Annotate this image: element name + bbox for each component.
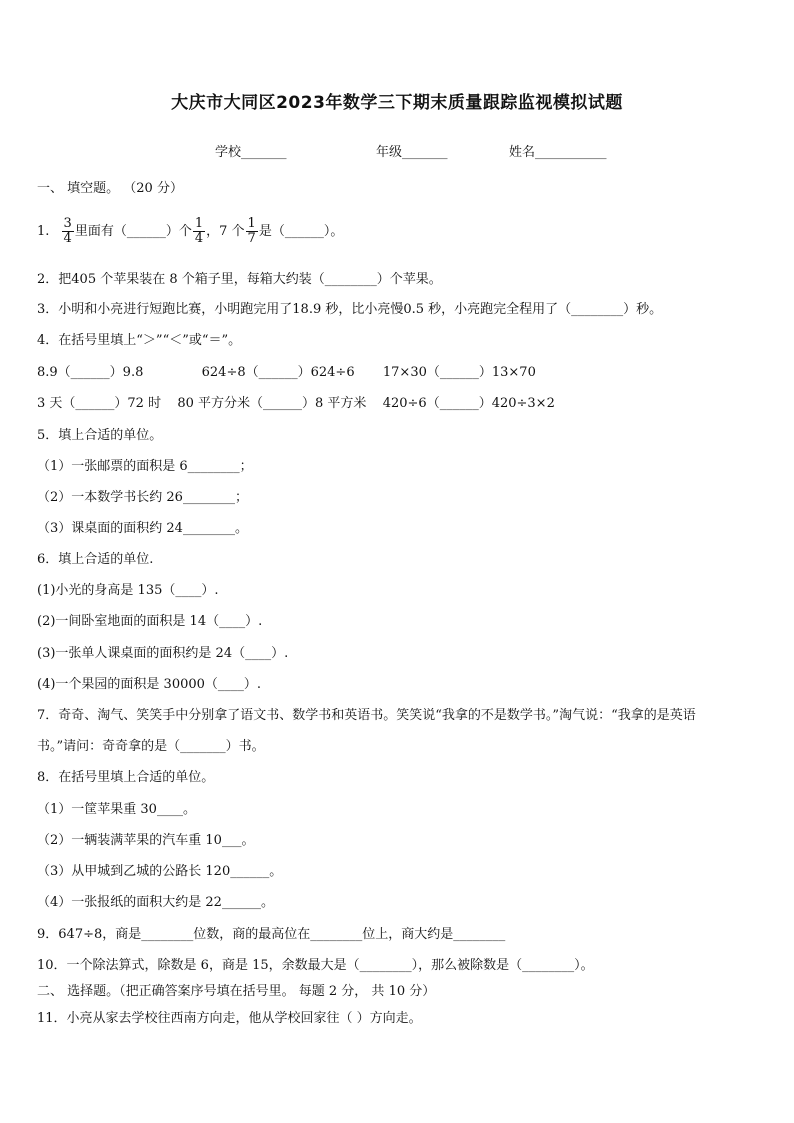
compare-item: 17×30（______）13×70	[382, 365, 536, 380]
grade-field: 年级_______	[376, 145, 448, 160]
fraction-numerator: 3	[63, 216, 72, 231]
question-6-stem: 6．填上合适的单位.	[37, 552, 154, 567]
fraction-1-7	[246, 217, 258, 246]
question-1	[37, 214, 343, 250]
question-7-line-2: 书。”请问：奇奇拿的是（_______）书。	[37, 739, 265, 754]
fraction-3-4	[62, 217, 74, 246]
question-8-item: （2）一辆装满苹果的汽车重 10___。	[37, 833, 255, 848]
question-8-stem: 8．在括号里填上合适的单位。	[37, 770, 215, 785]
question-1-text-c: 是（______）。	[258, 224, 344, 239]
fraction-numerator: 1	[247, 216, 256, 231]
section-1-heading: 一、 填空题。 （20 分）	[37, 181, 183, 196]
question-7-line-1: 7．奇奇、淘气、笑笑手中分别拿了语文书、数学书和英语书。笑笑说“我拿的不是数学书。”淘气说：“我拿的是英语	[37, 708, 696, 723]
question-11: 11．小亮从家去学校往西南方向走，他从学校回家往（ ）方向走。	[37, 1011, 422, 1026]
question-5-item: （1）一张邮票的面积是 6________；	[37, 459, 253, 474]
section-2-heading: 二、 选择题。（把正确答案序号填在括号里。 每题 2 分， 共 10 分）	[37, 984, 436, 999]
question-5-item: （2）一本数学书长约 26________；	[37, 490, 248, 505]
fraction-denominator: 4	[63, 231, 72, 246]
question-5-item: （3）课桌面的面积约 24________。	[37, 521, 248, 536]
question-1-text-a: 里面有（______）个	[74, 224, 192, 239]
compare-item: 420÷6（______）420÷3×2	[382, 396, 555, 411]
question-4-row-2	[37, 396, 555, 412]
question-8-item: （3）从甲城到乙城的公路长 120______。	[37, 864, 283, 879]
question-4-stem: 4．在括号里填上“＞”“＜”或“＝”。	[37, 333, 242, 348]
question-1-number: 1.	[37, 224, 50, 239]
fraction-1-4	[193, 217, 205, 246]
name-field: 姓名___________	[509, 145, 607, 160]
compare-item: 3 天（______）72 时	[37, 396, 162, 411]
question-1-text-b: ，7 个	[206, 224, 245, 239]
school-field: 学校_______	[215, 145, 287, 160]
question-5-stem: 5．填上合适的单位。	[37, 428, 163, 443]
question-6-item: (2)一间卧室地面的面积是 14（____）.	[37, 614, 263, 629]
question-6-item: (3)一张单人课桌面的面积约是 24（____）.	[37, 646, 289, 661]
question-10: 10．一个除法算式，除数是 6，商是 15，余数最大是（________），那么被除数是（________）。	[37, 958, 594, 973]
fraction-denominator: 4	[194, 231, 204, 246]
fraction-denominator: 7	[247, 231, 256, 246]
question-2: 2．把405 个苹果装在 8 个箱子里，每箱大约装（________）个苹果。	[37, 272, 442, 287]
question-6-item: (1)小光的身高是 135（____）.	[37, 583, 219, 598]
question-8-item: （4）一张报纸的面积大约是 22______。	[37, 895, 274, 910]
question-4-row-1	[37, 365, 536, 381]
page-title: 大庆市大同区2023年数学三下期末质量跟踪监视模拟试题	[171, 93, 623, 113]
compare-item: 80 平方分米（______）8 平方米	[177, 396, 367, 411]
question-3: 3．小明和小亮进行短跑比赛，小明跑完用了18.9 秒，比小亮慢0.5 秒，小亮跑完全程用了（________）秒。	[37, 302, 663, 317]
question-9: 9．647÷8，商是________位数，商的最高位在________位上，商大约是________	[37, 927, 506, 942]
compare-item: 8.9（______）9.8	[37, 365, 144, 380]
compare-item: 624÷8（______）624÷6	[201, 365, 355, 380]
question-8-item: （1）一筐苹果重 30____。	[37, 802, 196, 817]
question-6-item: (4)一个果园的面积是 30000（____）.	[37, 677, 262, 692]
fraction-numerator: 1	[194, 216, 204, 231]
